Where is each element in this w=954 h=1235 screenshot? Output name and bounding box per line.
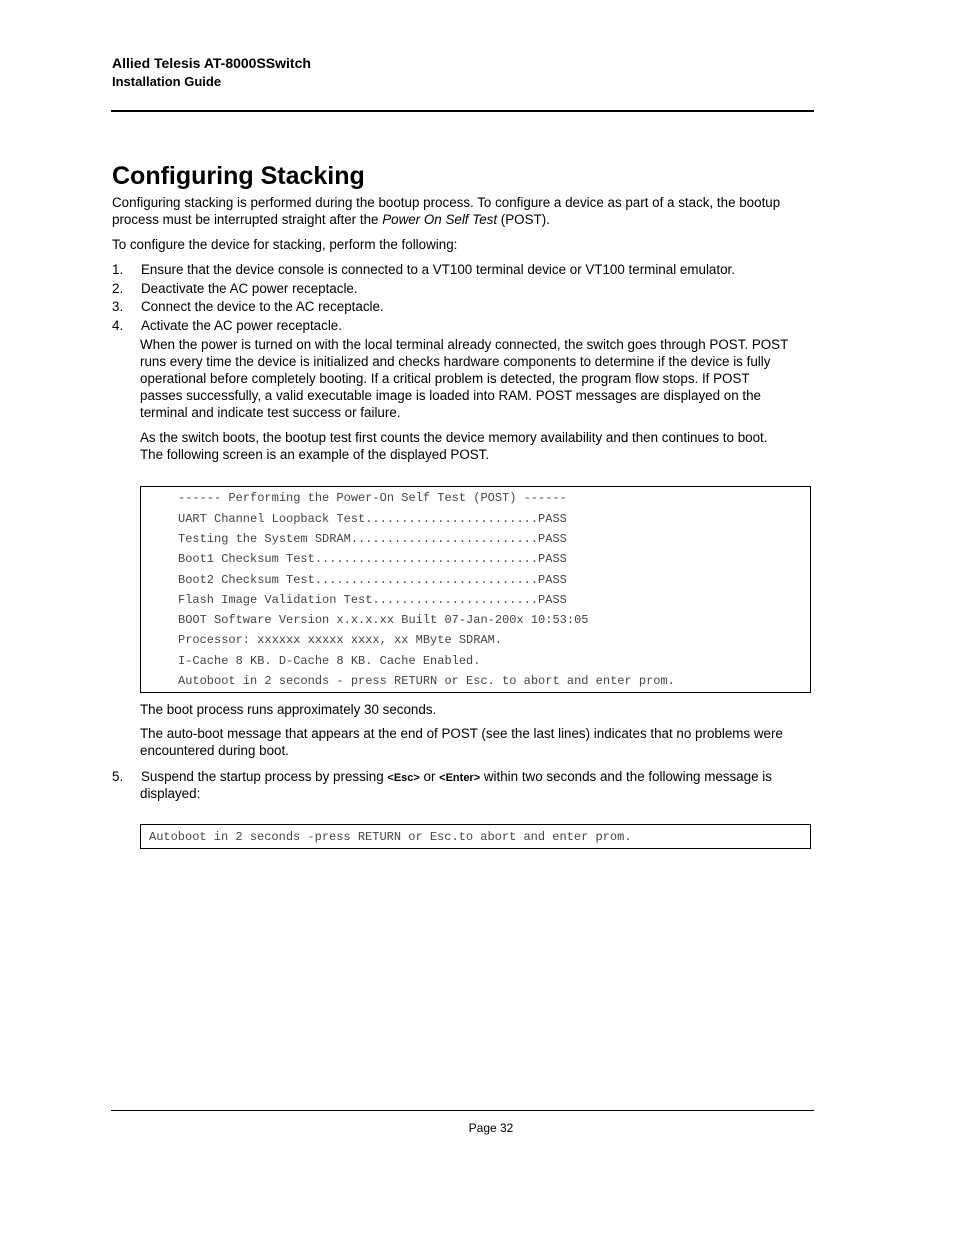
post-screen-box <box>140 486 811 693</box>
post-screen-line: Flash Image Validation Test.......................PASS <box>178 593 567 607</box>
post-screen-line: I-Cache 8 KB. D-Cache 8 KB. Cache Enabled. <box>178 654 481 668</box>
post-screen-line: UART Channel Loopback Test........................PASS <box>178 512 567 526</box>
post-screen-line: Processor: xxxxxx xxxxx xxxx, xx MByte SDRAM. <box>178 633 503 647</box>
step-5-pre: Suspend the startup process by pressing <box>141 769 388 784</box>
intro-text-end: (POST). <box>497 212 550 227</box>
post-screen-line: ------ Performing the Power-On Self Test (POST) ------ <box>178 491 567 505</box>
enter-key: <Enter> <box>439 772 481 784</box>
step-5-text-line-2: displayed: <box>140 786 201 801</box>
step-5-mid: or <box>419 769 440 784</box>
autoboot-screen-box <box>140 824 811 849</box>
intro-line-1: Configuring stacking is performed during the bootup process. To configure a device as part of a stack, the bootup <box>112 195 781 210</box>
step-text: Activate the AC power receptacle. <box>141 318 342 333</box>
section-title: Configuring Stacking <box>112 162 365 190</box>
step-text: Deactivate the AC power receptacle. <box>141 281 358 296</box>
page-number: Page 32 <box>468 1121 514 1135</box>
intro-line-2 <box>112 211 550 228</box>
post-screen-line: Boot1 Checksum Test...............................PASS <box>178 552 567 566</box>
esc-key: <Esc> <box>387 772 420 784</box>
step-text: Connect the device to the AC receptacle. <box>141 299 384 314</box>
post-description-line: runs every time the device is initialized and checks hardware components to determine if the device is fully <box>140 354 771 369</box>
post-description-line: operational before completely booting. If a critical problem is detected, the program flow stops. If POST <box>140 371 750 386</box>
post-screen-line: BOOT Software Version x.x.x.xx Built 07-Jan-200x 10:53:05 <box>178 613 589 627</box>
header-rule <box>111 110 814 112</box>
intro-emphasis: Power On Self Test <box>382 212 498 227</box>
post-description-line: passes successfully, a valid executable image is loaded into RAM. POST messages are displayed on the <box>140 388 762 403</box>
lead-in: To configure the device for stacking, perform the following: <box>112 237 458 252</box>
boot-description-line: As the switch boots, the bootup test first counts the device memory availability and then continues to boot. <box>140 430 768 445</box>
autoboot-screen-line: Autoboot in 2 seconds -press RETURN or Esc.to abort and enter prom. <box>149 830 632 844</box>
step-number: 3. <box>112 299 124 314</box>
post-screen-line: Testing the System SDRAM..........................PASS <box>178 532 567 546</box>
footer-rule <box>111 1110 814 1111</box>
document-subtitle: Installation Guide <box>112 74 222 89</box>
autoboot-description-line: encountered during boot. <box>140 743 289 758</box>
boot-description-line: The following screen is an example of the displayed POST. <box>140 447 490 462</box>
step-number: 5. <box>112 769 124 784</box>
step-5-text <box>141 768 772 787</box>
step-number: 4. <box>112 318 124 333</box>
step-5-post: within two seconds and the following message is <box>480 769 772 784</box>
post-description-line: terminal and indicate test success or failure. <box>140 405 401 420</box>
document-title: Allied Telesis AT-8000SSwitch <box>112 55 311 71</box>
boot-time-note: The boot process runs approximately 30 seconds. <box>140 702 437 717</box>
post-description-line: When the power is turned on with the local terminal already connected, the switch goes through POST. POST <box>140 337 789 352</box>
step-number: 2. <box>112 281 124 296</box>
step-number: 1. <box>112 262 124 277</box>
intro-text: process must be interrupted straight after the <box>112 212 383 227</box>
post-screen-line: Boot2 Checksum Test...............................PASS <box>178 573 567 587</box>
step-text: Ensure that the device console is connected to a VT100 terminal device or VT100 terminal emulator. <box>141 262 735 277</box>
post-screen-line: Autoboot in 2 seconds - press RETURN or Esc. to abort and enter prom. <box>178 674 675 688</box>
autoboot-description-line: The auto-boot message that appears at the end of POST (see the last lines) indicates that no problems were <box>140 726 783 741</box>
